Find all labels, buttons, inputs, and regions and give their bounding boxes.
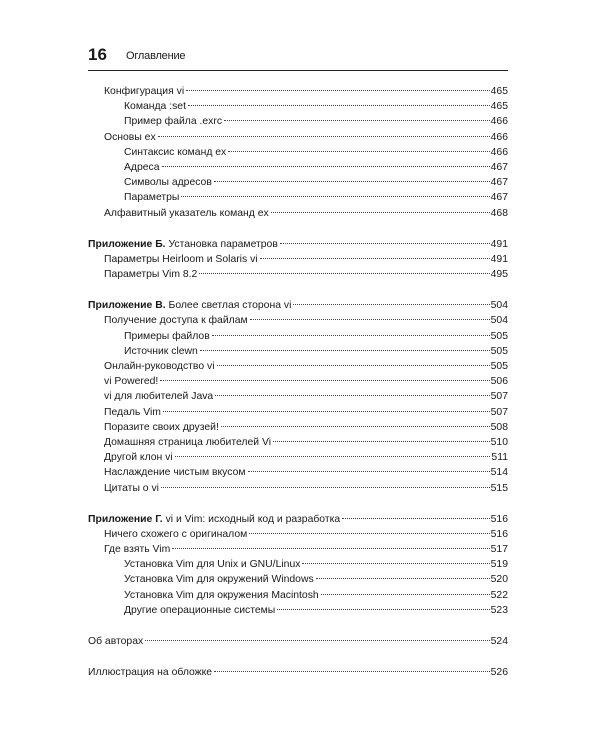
toc-entry-label: Наслаждение чистым вкусом xyxy=(104,467,246,479)
toc-page-number: 517 xyxy=(490,544,508,556)
toc-page-number: 522 xyxy=(490,589,508,601)
toc-page-number: 507 xyxy=(490,406,508,418)
toc-entry-label: Примеры файлов xyxy=(124,330,210,342)
dot-leader xyxy=(228,151,489,152)
toc-entry-label: Алфавитный указатель команд ex xyxy=(104,207,269,219)
toc-entry-label: Источник clewn xyxy=(124,345,198,357)
toc-page-number: 467 xyxy=(490,161,508,173)
toc-entry-label: Параметры Heirloom и Solaris vi xyxy=(104,253,258,265)
running-title: Оглавление xyxy=(126,50,186,62)
dot-leader xyxy=(161,487,490,488)
toc-entry[interactable] xyxy=(88,359,508,374)
toc-entry[interactable] xyxy=(88,190,508,205)
dot-leader xyxy=(321,594,490,595)
toc-entry[interactable] xyxy=(88,465,508,480)
dot-leader xyxy=(175,456,491,457)
toc-entry-label: Установка Vim для окружения Macintosh xyxy=(124,589,319,601)
toc-entry-label: Адреса xyxy=(124,161,160,173)
toc-entry[interactable] xyxy=(88,329,508,344)
toc-section xyxy=(88,512,508,618)
dot-leader xyxy=(200,350,490,351)
toc-section xyxy=(88,237,508,283)
dot-leader xyxy=(280,243,490,244)
toc-entry-label: Конфигурация vi xyxy=(104,86,185,97)
toc-page-number: 465 xyxy=(490,86,508,97)
dot-leader xyxy=(273,441,490,442)
toc-entry[interactable] xyxy=(88,481,508,496)
table-of-contents xyxy=(88,84,508,680)
toc-entry[interactable] xyxy=(88,145,508,160)
toc-entry-label: Другие операционные системы xyxy=(124,604,276,616)
toc-entry[interactable] xyxy=(88,572,508,587)
appendix-title: Более светлая сторона vi xyxy=(165,300,292,312)
dot-leader xyxy=(199,273,489,274)
toc-entry-label: Об авторах xyxy=(88,636,144,647)
toc-entry-label: Получение доступа к файлам xyxy=(104,315,248,327)
dot-leader xyxy=(224,120,490,121)
toc-page-number: 508 xyxy=(490,421,508,433)
toc-section xyxy=(88,634,508,649)
toc-entry[interactable] xyxy=(88,557,508,572)
dot-leader xyxy=(181,196,489,197)
dot-leader xyxy=(260,258,490,259)
dot-leader xyxy=(277,609,489,610)
toc-entry-label xyxy=(88,237,278,252)
dot-leader xyxy=(271,212,490,213)
dot-leader xyxy=(249,533,489,534)
dot-leader xyxy=(342,518,489,519)
toc-entry[interactable] xyxy=(88,405,508,420)
dot-leader xyxy=(250,319,490,320)
toc-page-number: 491 xyxy=(490,238,508,250)
toc-page-number: 523 xyxy=(490,604,508,616)
dot-leader xyxy=(221,426,490,427)
toc-page-number: 466 xyxy=(490,131,508,143)
toc-entry-label: Параметры Vim 8.2 xyxy=(104,269,198,281)
toc-page-number: 520 xyxy=(490,574,508,586)
dot-leader xyxy=(212,335,490,336)
toc-entry-label: Ничего схожего с оригиналом xyxy=(104,528,248,540)
toc-entry[interactable] xyxy=(88,206,508,221)
toc-page-number: 516 xyxy=(490,528,508,540)
toc-entry[interactable] xyxy=(88,267,508,282)
toc-page-number: 467 xyxy=(490,177,508,189)
dot-leader xyxy=(214,181,490,182)
dot-leader xyxy=(145,640,489,641)
toc-entry-label: Поразите своих друзей! xyxy=(104,421,219,433)
dot-leader xyxy=(217,365,490,366)
toc-entry-heading[interactable] xyxy=(88,298,508,313)
toc-page-number: 505 xyxy=(490,330,508,342)
toc-entry[interactable] xyxy=(88,435,508,450)
toc-section xyxy=(88,84,508,221)
toc-entry[interactable] xyxy=(88,114,508,129)
appendix-number: Приложение В. xyxy=(88,300,166,312)
dot-leader xyxy=(163,411,490,412)
dot-leader xyxy=(160,380,489,381)
toc-entry[interactable] xyxy=(88,344,508,359)
toc-entry[interactable] xyxy=(88,99,508,114)
dot-leader xyxy=(214,671,490,672)
toc-page-number: 515 xyxy=(490,482,508,494)
toc-entry-label: Установка Vim для Unix и GNU/Linux xyxy=(124,559,301,571)
toc-page-number: 519 xyxy=(490,559,508,571)
toc-page-number: 507 xyxy=(490,391,508,403)
toc-page-number: 504 xyxy=(490,315,508,327)
toc-entry[interactable] xyxy=(88,175,508,190)
toc-page-number: 506 xyxy=(490,376,508,388)
toc-page-number: 526 xyxy=(490,667,508,679)
toc-entry-label xyxy=(88,512,340,527)
toc-entry-label: Иллюстрация на обложке xyxy=(88,667,213,679)
toc-entry-heading[interactable] xyxy=(88,512,508,527)
toc-entry-label: Педаль Vim xyxy=(104,406,161,418)
toc-entry-label: vi для любителей Java xyxy=(104,391,214,403)
appendix-title: Установка параметров xyxy=(165,238,278,250)
toc-entry-heading[interactable] xyxy=(88,634,508,649)
toc-page-number: 510 xyxy=(490,436,508,448)
toc-entry[interactable] xyxy=(88,252,508,267)
toc-entry[interactable] xyxy=(88,450,508,465)
toc-page-number: 516 xyxy=(490,513,508,525)
toc-entry-label: Параметры xyxy=(124,192,180,204)
toc-page-number: 505 xyxy=(490,345,508,357)
dot-leader xyxy=(293,304,489,305)
toc-page-number: 511 xyxy=(491,452,508,464)
toc-page-number: 465 xyxy=(490,101,508,113)
toc-entry-label: Онлайн-руководство vi xyxy=(104,361,215,372)
toc-page-number: 468 xyxy=(490,207,508,219)
toc-entry-heading[interactable] xyxy=(88,665,508,680)
toc-entry[interactable] xyxy=(88,313,508,328)
appendix-number: Приложение Б. xyxy=(88,238,166,250)
toc-page-number: 467 xyxy=(490,192,508,204)
toc-entry-label xyxy=(88,298,291,313)
toc-entry[interactable] xyxy=(88,603,508,618)
toc-page-number: 505 xyxy=(490,361,508,372)
dot-leader xyxy=(316,578,490,579)
toc-entry-label: Где взять Vim xyxy=(104,544,171,556)
appendix-title: vi и Vim: исходный код и разработка xyxy=(162,513,341,525)
toc-page-number: 524 xyxy=(490,636,508,647)
toc-entry[interactable] xyxy=(88,542,508,557)
toc-page-number: 491 xyxy=(490,253,508,265)
dot-leader xyxy=(158,136,490,137)
toc-section xyxy=(88,298,508,495)
toc-page-number: 504 xyxy=(490,300,508,312)
dot-leader xyxy=(162,166,490,167)
toc-entry[interactable] xyxy=(88,84,508,99)
dot-leader xyxy=(172,548,489,549)
toc-entry-label: Команда :set xyxy=(124,101,186,113)
toc-entry[interactable] xyxy=(88,130,508,145)
toc-entry-label: Пример файла .exrc xyxy=(124,116,223,128)
toc-page-number: 466 xyxy=(490,116,508,128)
toc-entry-label: Другой клон vi xyxy=(104,452,173,464)
toc-page-number: 514 xyxy=(490,467,508,479)
toc-entry-label: Цитаты о vi xyxy=(104,482,159,494)
dot-leader xyxy=(188,105,490,106)
toc-entry[interactable] xyxy=(88,160,508,175)
toc-entry-label: Символы адресов xyxy=(124,177,212,189)
toc-page-number: 466 xyxy=(490,146,508,158)
page-header xyxy=(88,44,508,71)
toc-entry-label: Синтаксис команд ex xyxy=(124,146,227,158)
toc-section xyxy=(88,665,508,680)
dot-leader xyxy=(186,90,490,91)
toc-entry-label: Основы ex xyxy=(104,131,156,143)
toc-entry[interactable] xyxy=(88,420,508,435)
toc-entry-label: Домашняя страница любителей Vi xyxy=(104,436,272,448)
page-number: 16 xyxy=(88,45,107,64)
toc-page-number: 495 xyxy=(490,269,508,281)
toc-entry[interactable] xyxy=(88,374,508,389)
dot-leader xyxy=(248,471,490,472)
toc-entry-heading[interactable] xyxy=(88,237,508,252)
toc-entry-label: vi Powered! xyxy=(104,376,159,388)
dot-leader xyxy=(302,563,489,564)
dot-leader xyxy=(215,395,489,396)
appendix-number: Приложение Г. xyxy=(88,513,163,525)
toc-entry[interactable] xyxy=(88,588,508,603)
toc-entry[interactable] xyxy=(88,527,508,542)
toc-entry[interactable] xyxy=(88,389,508,404)
toc-entry-label: Установка Vim для окружений Windows xyxy=(124,574,314,586)
